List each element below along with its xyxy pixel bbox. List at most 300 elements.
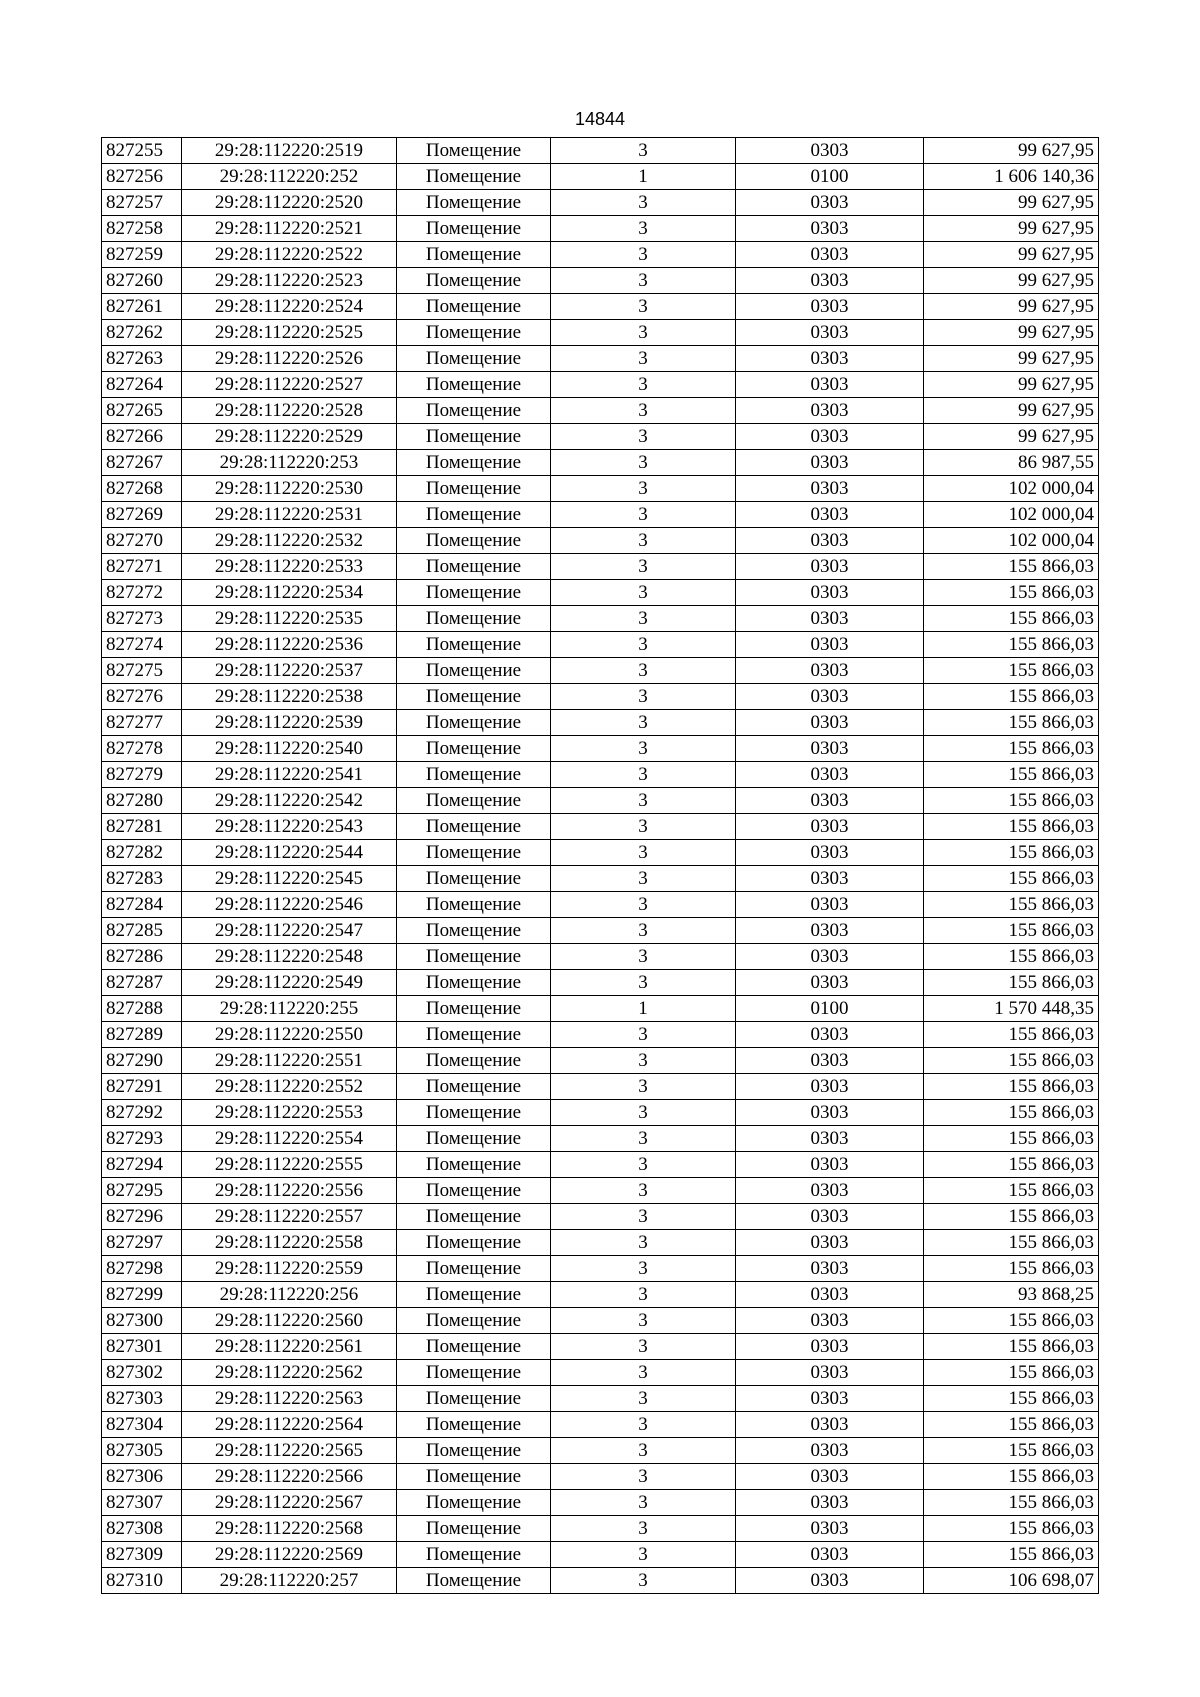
record-number-cell: 827270 — [102, 528, 182, 554]
table-row — [102, 554, 1099, 580]
cadastral-number-cell: 29:28:112220:2520 — [182, 190, 397, 216]
table-row — [102, 294, 1099, 320]
cadastral-value-cell: 99 627,95 — [924, 320, 1099, 346]
cadastral-value-cell: 155 866,03 — [924, 1386, 1099, 1412]
object-type-cell: Помещение — [397, 242, 551, 268]
code-cell: 0303 — [736, 1542, 924, 1568]
cadastral-number-cell: 29:28:112220:2540 — [182, 736, 397, 762]
cadastral-number-cell: 29:28:112220:2552 — [182, 1074, 397, 1100]
table-row — [102, 736, 1099, 762]
code-cell: 0303 — [736, 684, 924, 710]
record-number-cell: 827305 — [102, 1438, 182, 1464]
table-row — [102, 788, 1099, 814]
table-row — [102, 1022, 1099, 1048]
cadastral-value-cell: 155 866,03 — [924, 866, 1099, 892]
table-row — [102, 1516, 1099, 1542]
object-type-cell: Помещение — [397, 1100, 551, 1126]
table-row — [102, 1100, 1099, 1126]
group-cell: 3 — [551, 632, 736, 658]
group-cell: 3 — [551, 970, 736, 996]
object-type-cell: Помещение — [397, 346, 551, 372]
record-number-cell: 827285 — [102, 918, 182, 944]
record-number-cell: 827266 — [102, 424, 182, 450]
code-cell: 0303 — [736, 554, 924, 580]
group-cell: 3 — [551, 1022, 736, 1048]
object-type-cell: Помещение — [397, 1048, 551, 1074]
code-cell: 0303 — [736, 476, 924, 502]
cadastral-value-cell: 1 606 140,36 — [924, 164, 1099, 190]
table-row — [102, 1568, 1099, 1594]
group-cell: 3 — [551, 1412, 736, 1438]
object-type-cell: Помещение — [397, 606, 551, 632]
cadastral-number-cell: 29:28:112220:2549 — [182, 970, 397, 996]
cadastral-value-cell: 99 627,95 — [924, 216, 1099, 242]
object-type-cell: Помещение — [397, 164, 551, 190]
cadastral-number-cell: 29:28:112220:2528 — [182, 398, 397, 424]
group-cell: 3 — [551, 242, 736, 268]
cadastral-value-cell: 155 866,03 — [924, 1334, 1099, 1360]
cadastral-value-cell: 99 627,95 — [924, 268, 1099, 294]
group-cell: 3 — [551, 1516, 736, 1542]
table-row — [102, 1282, 1099, 1308]
group-cell: 3 — [551, 1256, 736, 1282]
group-cell: 3 — [551, 1386, 736, 1412]
cadastral-number-cell: 29:28:112220:255 — [182, 996, 397, 1022]
cadastral-number-cell: 29:28:112220:2561 — [182, 1334, 397, 1360]
cadastral-number-cell: 29:28:112220:2532 — [182, 528, 397, 554]
table-row — [102, 684, 1099, 710]
group-cell: 3 — [551, 1438, 736, 1464]
code-cell: 0303 — [736, 1516, 924, 1542]
group-cell: 3 — [551, 944, 736, 970]
table-row — [102, 606, 1099, 632]
record-number-cell: 827291 — [102, 1074, 182, 1100]
code-cell: 0303 — [736, 762, 924, 788]
group-cell: 3 — [551, 892, 736, 918]
cadastral-number-cell: 29:28:112220:2533 — [182, 554, 397, 580]
object-type-cell: Помещение — [397, 216, 551, 242]
cadastral-value-cell: 93 868,25 — [924, 1282, 1099, 1308]
group-cell: 3 — [551, 1490, 736, 1516]
object-type-cell: Помещение — [397, 138, 551, 164]
record-number-cell: 827279 — [102, 762, 182, 788]
cadastral-number-cell: 29:28:112220:2557 — [182, 1204, 397, 1230]
record-number-cell: 827273 — [102, 606, 182, 632]
object-type-cell: Помещение — [397, 1230, 551, 1256]
object-type-cell: Помещение — [397, 1386, 551, 1412]
group-cell: 3 — [551, 814, 736, 840]
code-cell: 0303 — [736, 710, 924, 736]
record-number-cell: 827295 — [102, 1178, 182, 1204]
table-row — [102, 242, 1099, 268]
table-row — [102, 970, 1099, 996]
group-cell: 3 — [551, 606, 736, 632]
code-cell: 0303 — [736, 1126, 924, 1152]
group-cell: 3 — [551, 294, 736, 320]
code-cell: 0303 — [736, 1100, 924, 1126]
object-type-cell: Помещение — [397, 1412, 551, 1438]
group-cell: 3 — [551, 1568, 736, 1594]
table-row — [102, 450, 1099, 476]
cadastral-number-cell: 29:28:112220:2569 — [182, 1542, 397, 1568]
record-number-cell: 827283 — [102, 866, 182, 892]
group-cell: 3 — [551, 1152, 736, 1178]
record-number-cell: 827276 — [102, 684, 182, 710]
record-number-cell: 827307 — [102, 1490, 182, 1516]
object-type-cell: Помещение — [397, 1464, 551, 1490]
record-number-cell: 827306 — [102, 1464, 182, 1490]
group-cell: 3 — [551, 1360, 736, 1386]
record-number-cell: 827301 — [102, 1334, 182, 1360]
cadastral-number-cell: 29:28:112220:2539 — [182, 710, 397, 736]
group-cell: 3 — [551, 1074, 736, 1100]
cadastral-value-cell: 155 866,03 — [924, 1152, 1099, 1178]
group-cell: 3 — [551, 1178, 736, 1204]
code-cell: 0303 — [736, 1490, 924, 1516]
object-type-cell: Помещение — [397, 1022, 551, 1048]
code-cell: 0303 — [736, 918, 924, 944]
cadastral-value-cell: 155 866,03 — [924, 1308, 1099, 1334]
cadastral-value-cell: 99 627,95 — [924, 138, 1099, 164]
table-row — [102, 710, 1099, 736]
object-type-cell: Помещение — [397, 1438, 551, 1464]
table-row — [102, 372, 1099, 398]
cadastral-value-cell: 155 866,03 — [924, 814, 1099, 840]
object-type-cell: Помещение — [397, 736, 551, 762]
record-number-cell: 827274 — [102, 632, 182, 658]
object-type-cell: Помещение — [397, 1178, 551, 1204]
table-row — [102, 1204, 1099, 1230]
record-number-cell: 827263 — [102, 346, 182, 372]
record-number-cell: 827296 — [102, 1204, 182, 1230]
code-cell: 0303 — [736, 658, 924, 684]
table-row — [102, 1152, 1099, 1178]
group-cell: 3 — [551, 762, 736, 788]
object-type-cell: Помещение — [397, 710, 551, 736]
object-type-cell: Помещение — [397, 294, 551, 320]
object-type-cell: Помещение — [397, 996, 551, 1022]
group-cell: 3 — [551, 1204, 736, 1230]
record-number-cell: 827304 — [102, 1412, 182, 1438]
table-row — [102, 346, 1099, 372]
cadastral-number-cell: 29:28:112220:2550 — [182, 1022, 397, 1048]
code-cell: 0303 — [736, 970, 924, 996]
cadastral-number-cell: 29:28:112220:2554 — [182, 1126, 397, 1152]
table-row — [102, 632, 1099, 658]
record-number-cell: 827265 — [102, 398, 182, 424]
cadastral-number-cell: 29:28:112220:2553 — [182, 1100, 397, 1126]
code-cell: 0303 — [736, 1152, 924, 1178]
code-cell: 0303 — [736, 1412, 924, 1438]
object-type-cell: Помещение — [397, 268, 551, 294]
table-row — [102, 1490, 1099, 1516]
cadastral-value-cell: 155 866,03 — [924, 1126, 1099, 1152]
cadastral-value-cell: 155 866,03 — [924, 1464, 1099, 1490]
group-cell: 3 — [551, 372, 736, 398]
object-type-cell: Помещение — [397, 918, 551, 944]
cadastral-number-cell: 29:28:112220:2545 — [182, 866, 397, 892]
code-cell: 0303 — [736, 606, 924, 632]
code-cell: 0303 — [736, 788, 924, 814]
cadastral-number-cell: 29:28:112220:2546 — [182, 892, 397, 918]
object-type-cell: Помещение — [397, 840, 551, 866]
object-type-cell: Помещение — [397, 892, 551, 918]
cadastral-value-cell: 1 570 448,35 — [924, 996, 1099, 1022]
cadastral-value-cell: 155 866,03 — [924, 762, 1099, 788]
cadastral-value-cell: 155 866,03 — [924, 1412, 1099, 1438]
object-type-cell: Помещение — [397, 450, 551, 476]
group-cell: 3 — [551, 554, 736, 580]
record-number-cell: 827308 — [102, 1516, 182, 1542]
cadastral-value-cell: 155 866,03 — [924, 632, 1099, 658]
cadastral-number-cell: 29:28:112220:2537 — [182, 658, 397, 684]
cadastral-value-cell: 99 627,95 — [924, 190, 1099, 216]
code-cell: 0303 — [736, 216, 924, 242]
object-type-cell: Помещение — [397, 658, 551, 684]
object-type-cell: Помещение — [397, 554, 551, 580]
code-cell: 0303 — [736, 372, 924, 398]
code-cell: 0303 — [736, 866, 924, 892]
table-row — [102, 840, 1099, 866]
code-cell: 0303 — [736, 1282, 924, 1308]
record-number-cell: 827261 — [102, 294, 182, 320]
record-number-cell: 827302 — [102, 1360, 182, 1386]
cadastral-value-cell: 155 866,03 — [924, 580, 1099, 606]
record-number-cell: 827300 — [102, 1308, 182, 1334]
table-row — [102, 1074, 1099, 1100]
record-number-cell: 827260 — [102, 268, 182, 294]
group-cell: 3 — [551, 580, 736, 606]
code-cell: 0303 — [736, 892, 924, 918]
cadastral-number-cell: 29:28:112220:2536 — [182, 632, 397, 658]
object-type-cell: Помещение — [397, 1542, 551, 1568]
group-cell: 3 — [551, 398, 736, 424]
code-cell: 0303 — [736, 840, 924, 866]
group-cell: 1 — [551, 164, 736, 190]
table-row — [102, 424, 1099, 450]
cadastral-number-cell: 29:28:112220:2524 — [182, 294, 397, 320]
group-cell: 3 — [551, 502, 736, 528]
cadastral-value-cell: 102 000,04 — [924, 528, 1099, 554]
cadastral-value-cell: 99 627,95 — [924, 346, 1099, 372]
cadastral-value-cell: 155 866,03 — [924, 840, 1099, 866]
code-cell: 0303 — [736, 528, 924, 554]
cadastral-value-cell: 155 866,03 — [924, 1256, 1099, 1282]
code-cell: 0303 — [736, 580, 924, 606]
record-number-cell: 827256 — [102, 164, 182, 190]
code-cell: 0303 — [736, 1438, 924, 1464]
record-number-cell: 827262 — [102, 320, 182, 346]
table-row — [102, 996, 1099, 1022]
object-type-cell: Помещение — [397, 1256, 551, 1282]
record-number-cell: 827289 — [102, 1022, 182, 1048]
object-type-cell: Помещение — [397, 476, 551, 502]
cadastral-number-cell: 29:28:112220:2526 — [182, 346, 397, 372]
code-cell: 0303 — [736, 320, 924, 346]
cadastral-number-cell: 29:28:112220:2522 — [182, 242, 397, 268]
table-row — [102, 398, 1099, 424]
code-cell: 0303 — [736, 346, 924, 372]
cadastral-value-cell: 155 866,03 — [924, 736, 1099, 762]
record-number-cell: 827310 — [102, 1568, 182, 1594]
object-type-cell: Помещение — [397, 398, 551, 424]
object-type-cell: Помещение — [397, 1126, 551, 1152]
code-cell: 0303 — [736, 1464, 924, 1490]
table-row — [102, 1126, 1099, 1152]
cadastral-number-cell: 29:28:112220:2558 — [182, 1230, 397, 1256]
table-row — [102, 476, 1099, 502]
table-row — [102, 502, 1099, 528]
code-cell: 0303 — [736, 944, 924, 970]
cadastral-number-cell: 29:28:112220:2565 — [182, 1438, 397, 1464]
object-type-cell: Помещение — [397, 762, 551, 788]
cadastral-number-cell: 29:28:112220:2556 — [182, 1178, 397, 1204]
table-row — [102, 1048, 1099, 1074]
record-number-cell: 827275 — [102, 658, 182, 684]
cadastral-number-cell: 29:28:112220:2564 — [182, 1412, 397, 1438]
object-type-cell: Помещение — [397, 1334, 551, 1360]
cadastral-number-cell: 29:28:112220:2531 — [182, 502, 397, 528]
cadastral-value-cell: 155 866,03 — [924, 710, 1099, 736]
cadastral-value-cell: 155 866,03 — [924, 1490, 1099, 1516]
cadastral-value-cell: 155 866,03 — [924, 1022, 1099, 1048]
record-number-cell: 827286 — [102, 944, 182, 970]
cadastral-value-cell: 155 866,03 — [924, 1542, 1099, 1568]
object-type-cell: Помещение — [397, 528, 551, 554]
record-number-cell: 827269 — [102, 502, 182, 528]
table-row — [102, 138, 1099, 164]
code-cell: 0303 — [736, 1308, 924, 1334]
cadastral-number-cell: 29:28:112220:2551 — [182, 1048, 397, 1074]
registry-table — [101, 137, 1099, 1594]
object-type-cell: Помещение — [397, 788, 551, 814]
record-number-cell: 827293 — [102, 1126, 182, 1152]
code-cell: 0303 — [736, 242, 924, 268]
cadastral-number-cell: 29:28:112220:2527 — [182, 372, 397, 398]
object-type-cell: Помещение — [397, 1152, 551, 1178]
code-cell: 0303 — [736, 502, 924, 528]
group-cell: 3 — [551, 788, 736, 814]
group-cell: 3 — [551, 450, 736, 476]
cadastral-number-cell: 29:28:112220:2534 — [182, 580, 397, 606]
group-cell: 3 — [551, 684, 736, 710]
group-cell: 3 — [551, 1048, 736, 1074]
object-type-cell: Помещение — [397, 502, 551, 528]
record-number-cell: 827267 — [102, 450, 182, 476]
table-row — [102, 866, 1099, 892]
group-cell: 3 — [551, 528, 736, 554]
code-cell: 0303 — [736, 736, 924, 762]
object-type-cell: Помещение — [397, 1516, 551, 1542]
group-cell: 3 — [551, 190, 736, 216]
table-row — [102, 1360, 1099, 1386]
cadastral-value-cell: 155 866,03 — [924, 918, 1099, 944]
code-cell: 0303 — [736, 398, 924, 424]
code-cell: 0303 — [736, 1022, 924, 1048]
cadastral-value-cell: 155 866,03 — [924, 684, 1099, 710]
cadastral-number-cell: 29:28:112220:256 — [182, 1282, 397, 1308]
cadastral-value-cell: 106 698,07 — [924, 1568, 1099, 1594]
cadastral-number-cell: 29:28:112220:252 — [182, 164, 397, 190]
code-cell: 0303 — [736, 138, 924, 164]
object-type-cell: Помещение — [397, 684, 551, 710]
cadastral-value-cell: 155 866,03 — [924, 1100, 1099, 1126]
group-cell: 3 — [551, 1230, 736, 1256]
record-number-cell: 827278 — [102, 736, 182, 762]
cadastral-number-cell: 29:28:112220:2563 — [182, 1386, 397, 1412]
cadastral-number-cell: 29:28:112220:2521 — [182, 216, 397, 242]
object-type-cell: Помещение — [397, 1490, 551, 1516]
record-number-cell: 827272 — [102, 580, 182, 606]
code-cell: 0303 — [736, 1204, 924, 1230]
code-cell: 0303 — [736, 1230, 924, 1256]
cadastral-number-cell: 29:28:112220:2530 — [182, 476, 397, 502]
code-cell: 0303 — [736, 1360, 924, 1386]
table-row — [102, 190, 1099, 216]
object-type-cell: Помещение — [397, 424, 551, 450]
group-cell: 3 — [551, 1282, 736, 1308]
cadastral-value-cell: 99 627,95 — [924, 294, 1099, 320]
record-number-cell: 827280 — [102, 788, 182, 814]
cadastral-value-cell: 155 866,03 — [924, 1074, 1099, 1100]
cadastral-number-cell: 29:28:112220:2548 — [182, 944, 397, 970]
group-cell: 3 — [551, 658, 736, 684]
table-row — [102, 918, 1099, 944]
record-number-cell: 827288 — [102, 996, 182, 1022]
object-type-cell: Помещение — [397, 1282, 551, 1308]
cadastral-value-cell: 99 627,95 — [924, 424, 1099, 450]
group-cell: 3 — [551, 866, 736, 892]
object-type-cell: Помещение — [397, 190, 551, 216]
cadastral-number-cell: 29:28:112220:253 — [182, 450, 397, 476]
table-row — [102, 1308, 1099, 1334]
cadastral-number-cell: 29:28:112220:2519 — [182, 138, 397, 164]
record-number-cell: 827284 — [102, 892, 182, 918]
table-row — [102, 528, 1099, 554]
cadastral-number-cell: 29:28:112220:2542 — [182, 788, 397, 814]
cadastral-value-cell: 99 627,95 — [924, 242, 1099, 268]
group-cell: 3 — [551, 1100, 736, 1126]
cadastral-value-cell: 155 866,03 — [924, 554, 1099, 580]
object-type-cell: Помещение — [397, 632, 551, 658]
table-row — [102, 1230, 1099, 1256]
record-number-cell: 827290 — [102, 1048, 182, 1074]
code-cell: 0100 — [736, 164, 924, 190]
table-row — [102, 1386, 1099, 1412]
record-number-cell: 827303 — [102, 1386, 182, 1412]
group-cell: 3 — [551, 346, 736, 372]
cadastral-value-cell: 102 000,04 — [924, 476, 1099, 502]
object-type-cell: Помещение — [397, 1568, 551, 1594]
group-cell: 3 — [551, 216, 736, 242]
code-cell: 0303 — [736, 268, 924, 294]
code-cell: 0303 — [736, 190, 924, 216]
record-number-cell: 827299 — [102, 1282, 182, 1308]
object-type-cell: Помещение — [397, 866, 551, 892]
record-number-cell: 827277 — [102, 710, 182, 736]
record-number-cell: 827258 — [102, 216, 182, 242]
group-cell: 1 — [551, 996, 736, 1022]
cadastral-value-cell: 155 866,03 — [924, 892, 1099, 918]
group-cell: 3 — [551, 424, 736, 450]
table-row — [102, 580, 1099, 606]
table-row — [102, 1256, 1099, 1282]
cadastral-number-cell: 29:28:112220:2525 — [182, 320, 397, 346]
group-cell: 3 — [551, 320, 736, 346]
cadastral-value-cell: 102 000,04 — [924, 502, 1099, 528]
object-type-cell: Помещение — [397, 1204, 551, 1230]
table-row — [102, 892, 1099, 918]
